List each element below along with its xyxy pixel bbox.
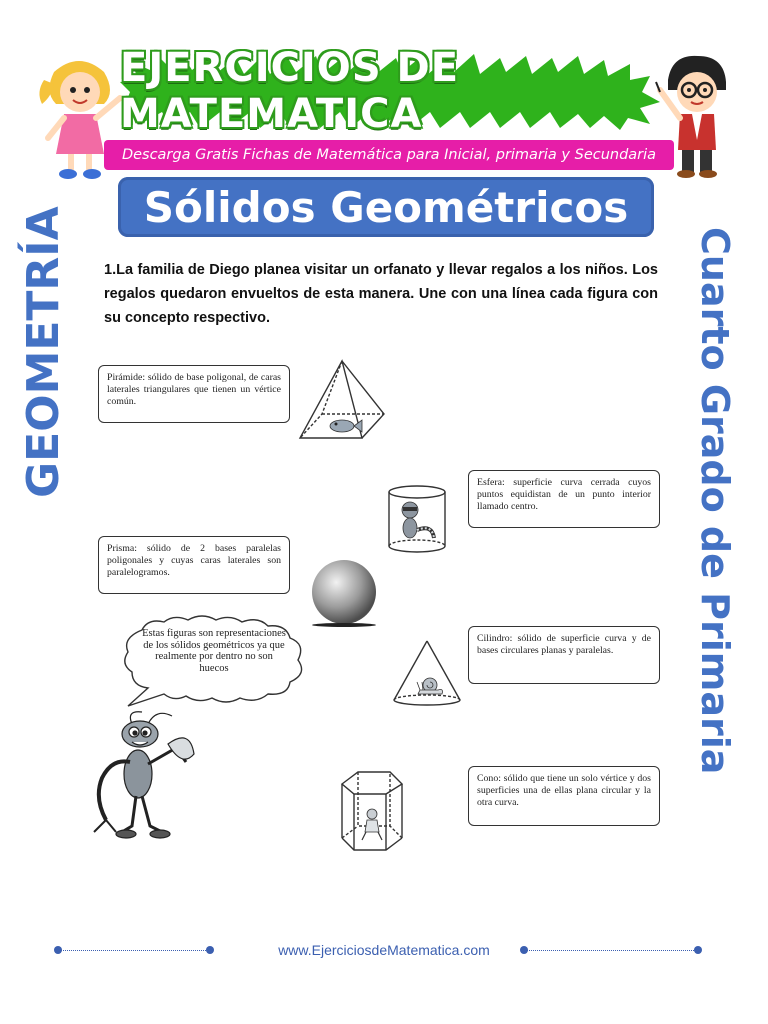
subtitle-text: Descarga Gratis Fichas de Matemática para Inicial, primaria y Secundaria [121, 147, 657, 163]
brand-title [120, 45, 660, 137]
footer-line-right [526, 950, 696, 951]
concept-box-piramide: Pirámide: sólido de base poligonal, de caras laterales triangulares que tienen un vértice común. [98, 365, 290, 423]
grasshopper-character-icon [86, 708, 198, 840]
page-title-text: Sólidos Geométricos [143, 182, 629, 232]
snail-icon [417, 678, 443, 694]
cone-figure[interactable] [390, 638, 464, 708]
cylinder-figure[interactable] [386, 484, 448, 556]
footer-dot-right [694, 946, 702, 954]
side-label-right: Cuarto Grado de Primaria [693, 227, 737, 775]
concept-box-esfera: Esfera: superficie curva cerrada cuyos puntos equidistan de un punto interior llamado centro. [468, 470, 660, 528]
brand-title-text: EJERCICIOS DE MATEMATICA [120, 45, 460, 137]
concept-box-prisma: Prisma: sólido de 2 bases paralelas poligonales y cuyas caras laterales son paralelogramos. [98, 536, 290, 594]
sphere-figure[interactable] [308, 558, 380, 630]
pyramid-figure[interactable] [296, 358, 390, 444]
speech-bubble-text: Estas figuras son representaciones de los sólidos geométricos ya que realmente por dentro no son huecos [142, 628, 286, 674]
subtitle-banner [104, 140, 674, 170]
raccoon-icon [402, 502, 434, 538]
child-icon [362, 809, 382, 840]
concept-box-cono: Cono: sólido que tiene un solo vértice y dos superficies una de ellas plana circular y la otra curva. [468, 766, 660, 826]
instruction-text: 1.La familia de Diego planea visitar un orfanato y llevar regalos a los niños. Los regalos quedaron envueltos de esta manera. Une con una línea cada figura con su concepto respectivo. [104, 262, 658, 326]
concept-box-cilindro: Cilindro: sólido de superficie curva y de bases circulares planas y paralelas. [468, 626, 660, 684]
prism-figure[interactable] [336, 768, 408, 856]
side-label-left: GEOMETRÍA [18, 206, 69, 498]
page-title [118, 177, 654, 237]
footer-url[interactable]: www.EjerciciosdeMatematica.com [278, 942, 490, 958]
